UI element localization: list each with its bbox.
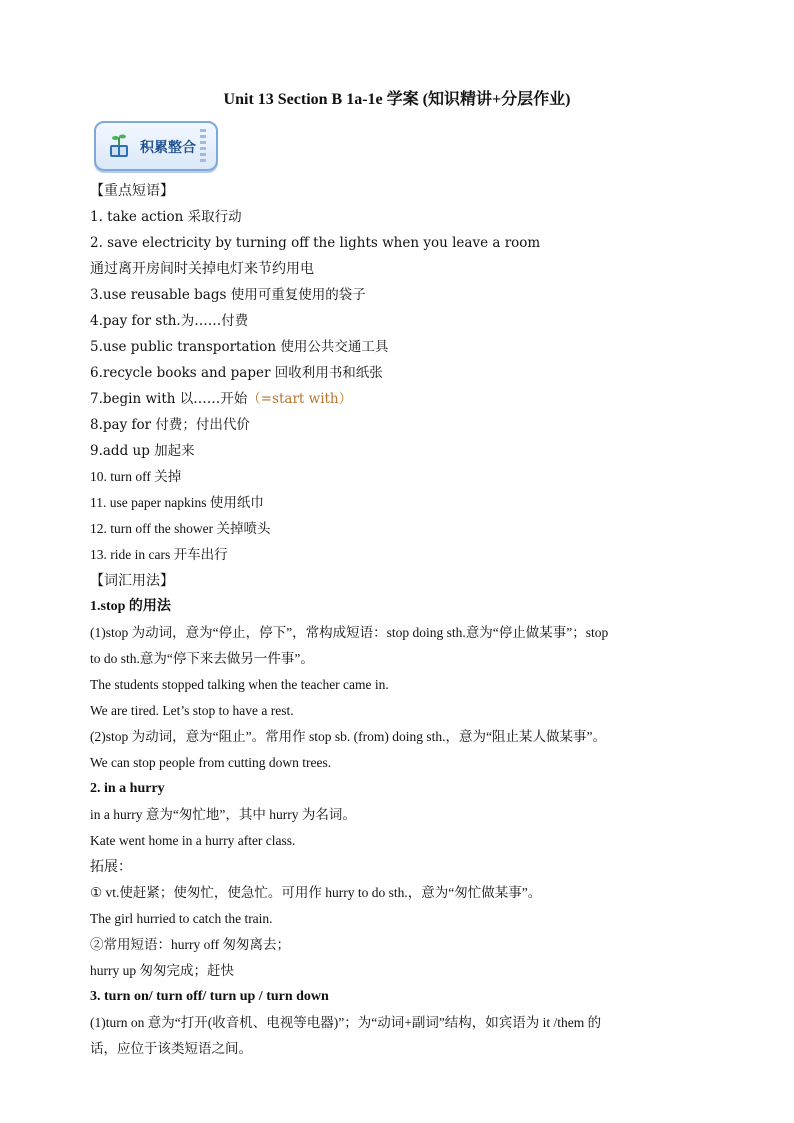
phrase-1: 1. take action 采取行动 bbox=[90, 209, 242, 225]
phrase-8: 8.pay for 付费；付出代价 bbox=[90, 417, 250, 433]
hurry-heading: 2. in a hurry bbox=[90, 781, 165, 796]
hurry-example-2: The girl hurried to catch the train. bbox=[90, 911, 273, 926]
phrase-13: 13. ride in cars 开车出行 bbox=[90, 547, 228, 562]
stop-example-3: We can stop people from cutting down trees. bbox=[90, 755, 332, 770]
phrase-9: 9.add up 加起来 bbox=[90, 443, 195, 459]
phrase-12: 12. turn off the shower 关掉喷头 bbox=[90, 521, 271, 536]
phrase-2-translation: 通过离开房间时关掉电灯来节约用电 bbox=[90, 261, 314, 277]
book-plant-icon bbox=[108, 133, 130, 159]
turn-usage-1b: 话，应位于该类短语之间。 bbox=[90, 1041, 252, 1056]
stop-example-1: The students stopped talking when the teacher came in. bbox=[90, 677, 389, 692]
phrase-7-text: 7.begin with 以……开始 bbox=[90, 391, 248, 407]
phrase-7 bbox=[90, 386, 710, 412]
phrase-11: 11. use paper napkins 使用纸巾 bbox=[90, 495, 264, 510]
hurry-extension: 拓展： bbox=[90, 859, 132, 875]
badge-stripe bbox=[200, 129, 206, 163]
stop-usage-1b: to do sth.意为“停下来去做另一件事”。 bbox=[90, 651, 314, 666]
document-title: Unit 13 Section B 1a-1e 学案 (知识精讲+分层作业) bbox=[223, 91, 571, 108]
phrase-10: 10. turn off 关掉 bbox=[90, 469, 182, 484]
stop-usage-2: (2)stop 为动词，意为“阻止”。常用作 stop sb. (from) doing sth.，意为“阻止某人做某事”。 bbox=[90, 729, 606, 744]
badge-label: 积累整合 bbox=[140, 140, 196, 156]
phrase-6: 6.recycle books and paper 回收利用书和纸张 bbox=[90, 365, 383, 381]
turn-usage-1: (1)turn on 意为“打开(收音机、电视等电器)”；为“动词+副词”结构，如宾语为 it /them 的 bbox=[90, 1015, 602, 1030]
stop-usage-1: (1)stop 为动词，意为“停止，停下”，常构成短语：stop doing sth.意为“停止做某事”；stop bbox=[90, 625, 609, 640]
phrase-7-note: （=start with） bbox=[247, 391, 353, 407]
stop-example-2: We are tired. Let’s stop to have a rest. bbox=[90, 703, 294, 718]
turn-heading: 3. turn on/ turn off/ turn up / turn down bbox=[90, 989, 329, 1004]
hurry-example-1: Kate went home in a hurry after class. bbox=[90, 833, 296, 848]
hurry-usage-2: ① vt.使赶紧；使匆忙，使急忙。可用作 hurry to do sth.，意为“匆忙做某事”。 bbox=[90, 885, 542, 900]
phrase-5: 5.use public transportation 使用公共交通工具 bbox=[90, 339, 389, 355]
phrase-3: 3.use reusable bags 使用可重复使用的袋子 bbox=[90, 287, 366, 303]
phrase-2: 2. save electricity by turning off the lights when you leave a room bbox=[90, 235, 541, 251]
vocab-header: 【词汇用法】 bbox=[90, 573, 174, 589]
hurry-usage-4: hurry up 匆匆完成；赶快 bbox=[90, 963, 234, 978]
hurry-usage-3: ②常用短语：hurry off 匆匆离去； bbox=[90, 937, 290, 952]
stop-heading: 1.stop 的用法 bbox=[90, 599, 171, 614]
phrase-4: 4.pay for sth.为……付费 bbox=[90, 313, 249, 329]
section-badge bbox=[94, 121, 218, 171]
phrases-header: 【重点短语】 bbox=[90, 183, 174, 199]
content-area bbox=[90, 178, 710, 1062]
hurry-usage-1: in a hurry 意为“匆忙地”，其中 hurry 为名词。 bbox=[90, 807, 356, 822]
